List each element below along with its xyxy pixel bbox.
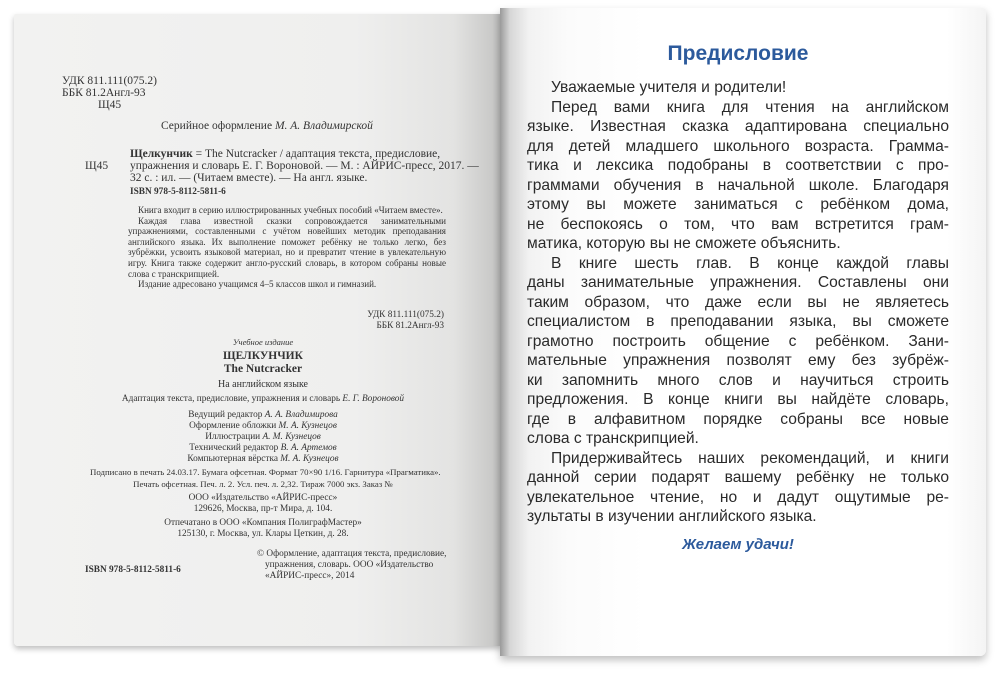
biblio-code: Щ45: [85, 160, 109, 172]
book-title-en: The Nutcracker: [223, 363, 303, 375]
preface-line: предложения. В конце книги вы найдёте словарь,: [527, 391, 949, 408]
print-info-2: Печать офсетная. Печ. л. 2. Усл. печ. л. 2,32. Тираж 7000 экз. Заказ №: [133, 479, 393, 489]
preface-line: ки запомнить много слов и научиться строить: [527, 371, 949, 389]
credit-line: [188, 411, 338, 420]
credit-role: Технический редактор: [189, 443, 279, 453]
adaptation-credit: [122, 395, 404, 404]
credit-role: Компьютерная вёрстка: [187, 454, 278, 464]
preface-line: грамотно построить общение с ребёнком. Зани-: [527, 332, 949, 350]
adaptation-name: Е. Г. Вороновой: [342, 394, 405, 404]
copyright-1: © Оформление, адаптация текста, предисловие,: [257, 549, 447, 559]
credit-name: М. А. Кузнецов: [280, 454, 339, 464]
preface-line: увлекательное чтение, но и дадут ощутимые ре-: [527, 488, 949, 506]
biblio-line-1: [130, 149, 440, 161]
annotation-paragraph: Каждая глава известной сказки сопровождается занимательными упражнениями, составленными с учётом новейших методик преподавания английского языка. Их выполнение поможет ребёнку не только легко, без зубрёжки, усвоить языковой материал, но и превратит чтение в увлекательную игру. Книга также содержит англо-русский словарь, в котором собраны новые слова с транскрипцией.: [128, 215, 446, 279]
series-design-name: М. А. Владимирской: [274, 120, 373, 132]
annotation-paragraph: Книга входит в серию иллюстрированных учебных пособий «Читаем вместе».: [138, 205, 443, 215]
preface-line: Придерживайтесь наших рекомендаций, и книги: [551, 449, 949, 467]
udk-code: УДК 811.111(075.2): [62, 75, 157, 87]
preface-line: В книге шесть глав. В конце каждой главы: [551, 254, 949, 272]
preface-line: не беспокоясь о том, что вам встретится грам-: [527, 215, 949, 233]
isbn-top: ISBN 978-5-8112-5811-6: [130, 187, 226, 197]
preface-line: где в алфавитном порядке собраны все новые: [527, 410, 949, 428]
annotation-paragraph: Издание адресовано учащимся 4–5 классов школ и гимназий.: [138, 279, 377, 290]
preface-line: данной серии подарят вашему ребёнку не только: [527, 469, 949, 486]
annotation: [128, 205, 446, 290]
preface-line: граммами обучения в начальной школе. Благодаря: [527, 176, 949, 194]
copyright-3: «АЙРИС-пресс», 2014: [265, 571, 355, 581]
isbn-bottom: ISBN 978-5-8112-5811-6: [85, 565, 181, 575]
preface-line: даны занимательные упражнения. Составлены они: [527, 274, 949, 291]
preface-text: [527, 78, 949, 527]
credit-name: А. М. Кузнецов: [262, 432, 321, 442]
print-info-1: Подписано в печать 24.03.17. Бумага офсетная. Формат 70×90 1/16. Гарнитура «Прагматика».: [90, 467, 441, 477]
credit-name: А. А. Владимирова: [264, 410, 338, 420]
adaptation-label: Адаптация текста, предисловие, упражнения и словарь: [121, 394, 341, 404]
biblio-line-2: упражнения и словарь Е. Г. Вороновой. — М. : АЙРИС-пресс, 2017. —: [130, 160, 479, 172]
preface-line: матика, которую вы не сможете объяснить.: [527, 235, 841, 252]
credit-line: [189, 444, 336, 453]
preface-line: мательные упражнения позволят ему без зубрёж-: [527, 352, 949, 369]
bbk-code: ББК 81.2Англ-93: [62, 87, 146, 99]
preface-line: Перед вами книга для чтения на английском: [551, 98, 949, 116]
credit-name: М. А. Кузнецов: [278, 421, 337, 431]
credit-role: Ведущий редактор: [188, 410, 263, 420]
bbk-right: ББК 81.2Англ-93: [376, 321, 444, 331]
credit-role: Оформление обложки: [189, 421, 277, 431]
udk-right: УДК 811.111(075.2): [367, 310, 444, 320]
publisher-name: ООО «Издательство «АЙРИС-пресс»: [188, 493, 338, 503]
page-title: Предисловие: [667, 42, 809, 65]
credit-role: Иллюстрации: [205, 432, 261, 442]
series-design-label: Серийное оформление: [161, 120, 273, 132]
preface-line: таким образом, что даже если вы не являетесь: [527, 293, 949, 311]
printer-name: Отпечатано в ООО «Компания ПолиграфМастер»: [164, 518, 362, 528]
biblio-title: Щелкунчик: [130, 148, 193, 160]
author-mark: Щ45: [98, 99, 122, 111]
preface-line: слова с транскрипцией.: [527, 430, 699, 447]
credit-name: В. А. Артемов: [280, 443, 337, 453]
preface-line: для детей младшего школьного возраста. Грамма-: [527, 137, 949, 155]
printer-address: 125130, г. Москва, ул. Клары Цеткин, д. 28.: [177, 529, 349, 539]
preface-line: языке. Известная сказка адаптирована специально: [527, 118, 949, 135]
credit-line: [187, 455, 338, 464]
copyright-2: упражнения, словарь. ООО «Издательство: [265, 560, 434, 570]
preface-line: Уважаемые учителя и родители!: [551, 79, 787, 96]
publisher-address: 129626, Москва, пр-т Мира, д. 104.: [193, 504, 333, 514]
edition-type: Учебное издание: [232, 337, 294, 347]
credit-line: [189, 422, 337, 431]
preface-line: специалистом в преподавании языка, вы сможете: [527, 313, 949, 330]
biblio-text-1: = The Nutcracker / адаптация текста, предисловие,: [192, 148, 441, 160]
preface-line: тика и лексика подобраны в соответствии с про-: [527, 157, 949, 174]
language-note: На английском языке: [218, 379, 308, 390]
closing-wish: Желаем удачи!: [682, 536, 794, 553]
biblio-line-3: 32 с. : ил. — (Читаем вместе). — На англ. языке.: [130, 172, 368, 184]
preface-line: этому вы можете заниматься с ребёнком дома,: [527, 196, 949, 213]
series-design: [161, 121, 373, 133]
book-title-ru: ЩЕЛКУНЧИК: [223, 350, 303, 362]
credit-line: [205, 433, 321, 442]
preface-line: зультаты в изучении английского языка.: [527, 508, 817, 525]
